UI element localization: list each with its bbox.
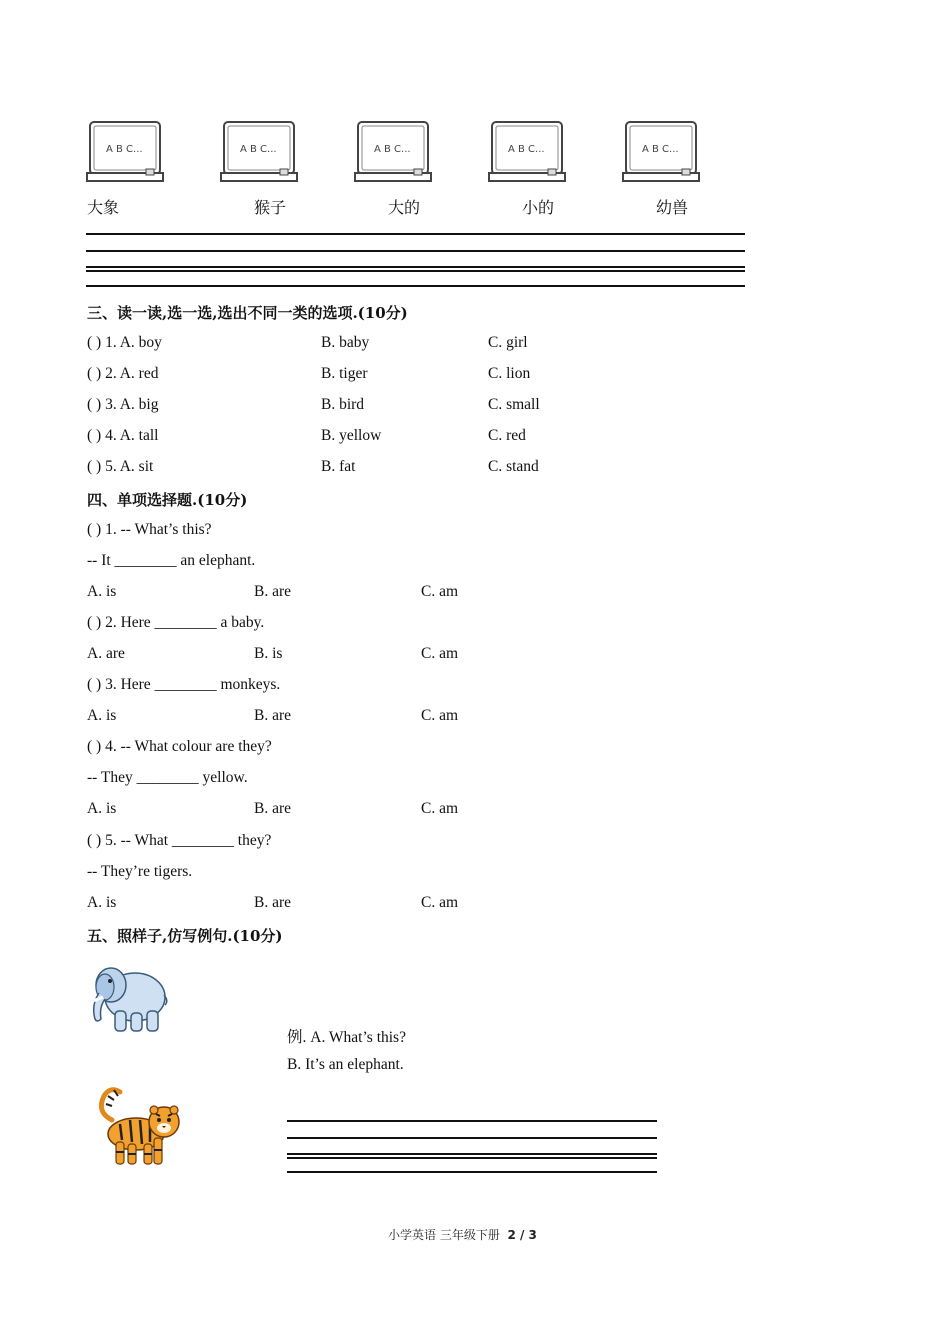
blackboard-image-2 xyxy=(220,119,298,185)
answer-line-4[interactable] xyxy=(287,1157,657,1159)
s4-q2-opt-c: C. am xyxy=(421,645,459,662)
s3-q2: ( ) 2. A. red xyxy=(87,365,159,382)
footer-text: 小学英语 三年级下册 xyxy=(388,1228,500,1242)
s4-q3-opt-a: A. is xyxy=(87,707,117,724)
writing-line-4[interactable] xyxy=(86,270,745,272)
answer-line-2[interactable] xyxy=(287,1137,657,1139)
s4-q2-opt-b: B. is xyxy=(254,645,283,662)
writing-line-5[interactable] xyxy=(86,285,745,287)
svg-text:A B C...: A B C... xyxy=(642,144,679,155)
s3-q3: ( ) 3. A. big xyxy=(87,396,159,413)
blackboard-image-3 xyxy=(354,119,432,185)
s3-q3-b: B. bird xyxy=(321,396,365,413)
s4-q5-opt-b: B. are xyxy=(254,894,292,911)
s3-q3-c: C. small xyxy=(488,396,540,413)
section5-title: 五、照样子,仿写例句.(10分) xyxy=(87,927,283,945)
svg-text:A B C...: A B C... xyxy=(106,144,143,155)
s4-q3-opt-c: C. am xyxy=(421,707,459,724)
s4-q4-opt-c: C. am xyxy=(421,800,459,817)
page-number: 2 / 3 xyxy=(507,1228,537,1242)
tiger-image xyxy=(90,1082,186,1176)
s4-q4-opt-a: A. is xyxy=(87,800,117,817)
vocab-label-1: 大象 xyxy=(87,198,120,217)
writing-line-2[interactable] xyxy=(86,250,745,252)
elephant-image xyxy=(85,957,169,1037)
vocab-label-2: 猴子 xyxy=(254,198,287,217)
s4-q1-opt-a: A. is xyxy=(87,583,117,600)
page-footer xyxy=(388,1226,537,1243)
s4-q1-opt-c: C. am xyxy=(421,583,459,600)
answer-line-1[interactable] xyxy=(287,1120,657,1122)
s4-q4-opt-b: B. are xyxy=(254,800,292,817)
s4-q1-opt-b: B. are xyxy=(254,583,292,600)
section3-title: 三、读一读,选一选,选出不同一类的选项.(10分) xyxy=(87,304,408,322)
s3-q5-c: C. stand xyxy=(488,458,539,475)
s3-q4-b: B. yellow xyxy=(321,427,382,444)
svg-text:A B C...: A B C... xyxy=(240,144,277,155)
blackboard-image-1 xyxy=(86,119,164,185)
s3-q5-b: B. fat xyxy=(321,458,356,475)
s4-q5-opt-a: A. is xyxy=(87,894,117,911)
s4-q1: ( ) 1. -- What’s this? xyxy=(87,521,212,538)
vocab-label-4: 小的 xyxy=(522,198,555,217)
vocab-label-5: 幼兽 xyxy=(656,198,689,217)
section4-title: 四、单项选择题.(10分) xyxy=(87,491,248,509)
svg-text:A B C...: A B C... xyxy=(374,144,411,155)
s3-q4: ( ) 4. A. tall xyxy=(87,427,159,444)
s3-q2-c: C. lion xyxy=(488,365,531,382)
s3-q1: ( ) 1. A. boy xyxy=(87,334,162,351)
vocab-label-3: 大的 xyxy=(388,198,421,217)
blackboard-image-4 xyxy=(488,119,566,185)
svg-text:A B C...: A B C... xyxy=(508,144,545,155)
s3-q5: ( ) 5. A. sit xyxy=(87,458,154,475)
answer-line-3[interactable] xyxy=(287,1153,657,1155)
writing-line-3[interactable] xyxy=(86,266,745,268)
s4-q4-line2: -- They ________ yellow. xyxy=(87,769,248,786)
s3-q1-c: C. girl xyxy=(488,334,528,351)
s4-q5-opt-c: C. am xyxy=(421,894,459,911)
s4-q2: ( ) 2. Here ________ a baby. xyxy=(87,614,265,631)
s3-q4-c: C. red xyxy=(488,427,526,444)
s3-q2-b: B. tiger xyxy=(321,365,368,382)
example-line-b: B. It’s an elephant. xyxy=(287,1056,404,1073)
s4-q1-line2: -- It ________ an elephant. xyxy=(87,552,256,569)
s3-q1-b: B. baby xyxy=(321,334,370,351)
s4-q5: ( ) 5. -- What ________ they? xyxy=(87,832,272,849)
writing-line-1[interactable] xyxy=(86,233,745,235)
s4-q3: ( ) 3. Here ________ monkeys. xyxy=(87,676,281,693)
answer-line-5[interactable] xyxy=(287,1171,657,1173)
s4-q3-opt-b: B. are xyxy=(254,707,292,724)
s4-q2-opt-a: A. are xyxy=(87,645,125,662)
s4-q5-line2: -- They’re tigers. xyxy=(87,863,193,880)
blackboard-image-5 xyxy=(622,119,700,185)
s4-q4: ( ) 4. -- What colour are they? xyxy=(87,738,272,755)
example-line-a: 例. A. What’s this? xyxy=(287,1029,406,1046)
